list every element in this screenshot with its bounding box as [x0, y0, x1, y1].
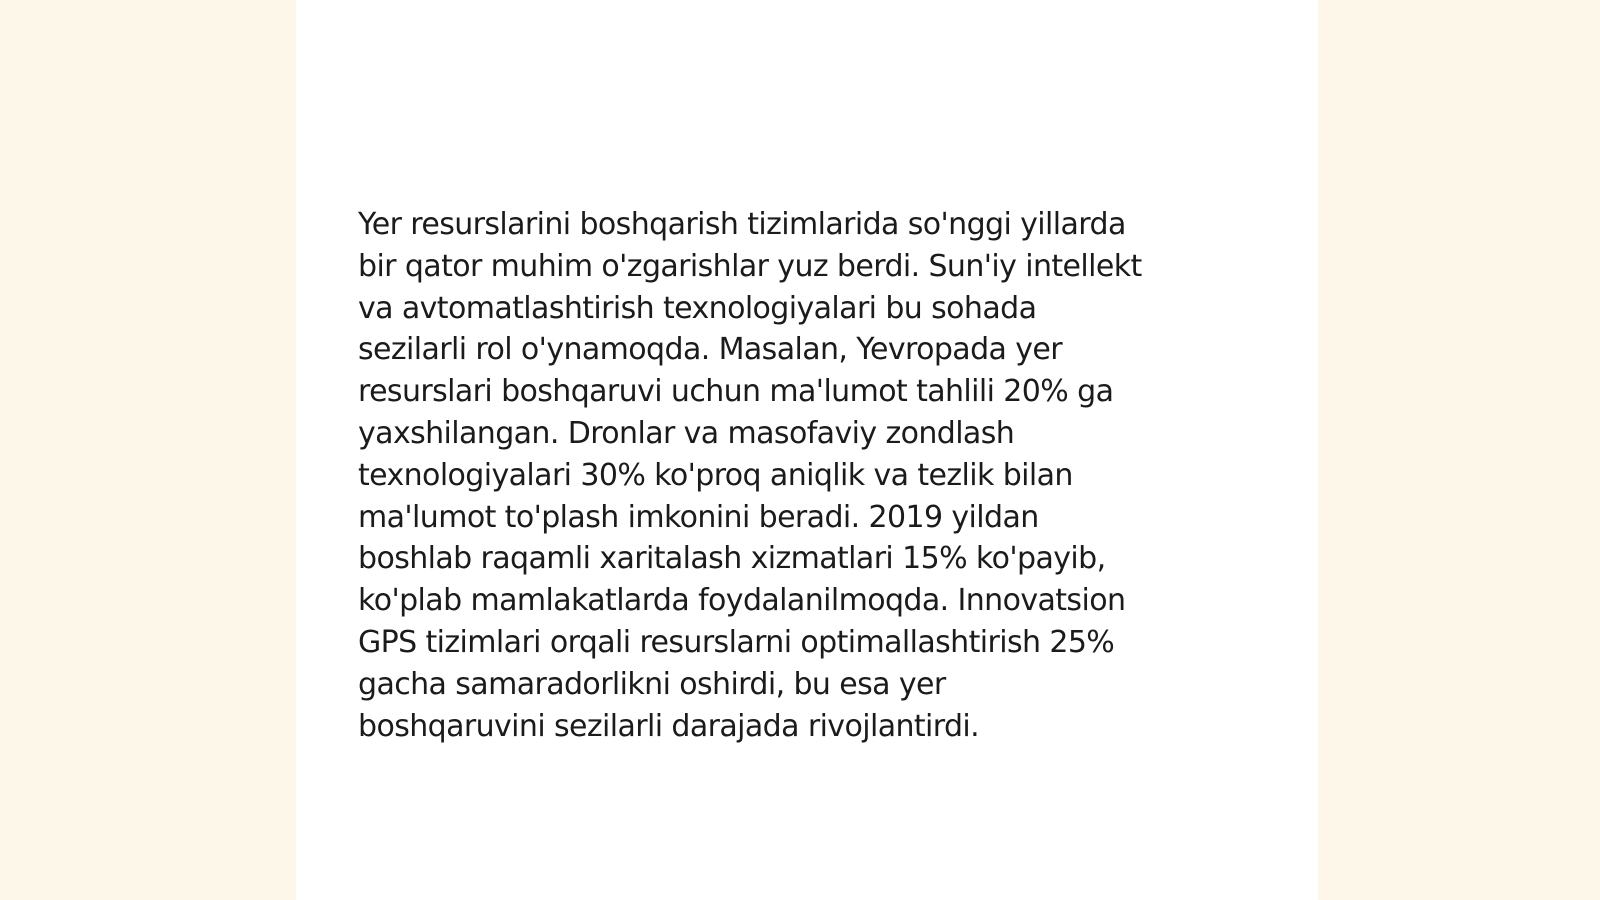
document-page: [296, 0, 1318, 900]
body-paragraph: Yer resurslarini boshqarish tizimlarida so'nggi yillarda bir qator muhim o'zgarishlar yuz berdi. Sun'iy intellekt va avtomatlashtirish texnologiyalari bu sohada sezilarli rol o'ynamoqda. Masalan, Yevropada yer resurslari boshqaruvi uchun ma'lumot tahlili 20% ga yaxshilangan. Dronlar va masofaviy zondlash texnologiyalari 30% ko'proq aniqlik va tezlik bilan ma'lumot to'plash imkonini beradi. 2019 yildan boshlab raqamli xaritalash xizmatlari 15% ko'payib, ko'plab mamlakatlarda foydalanilmoqda. Innovatsion GPS tizimlari orqali resurslarni optimallashtirish 25% gacha samaradorlikni oshirdi, bu esa yer boshqaruvini sezilarli darajada rivojlantirdi.: [358, 207, 1142, 744]
